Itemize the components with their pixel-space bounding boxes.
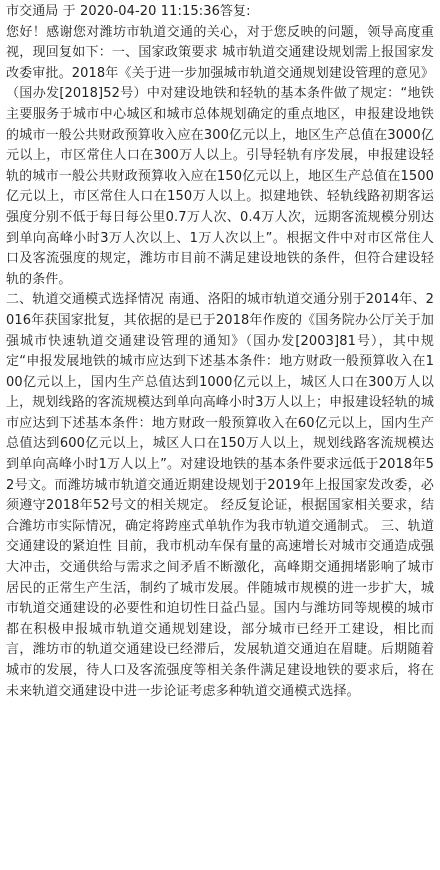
reply-paragraph-mode-selection: 二、轨道交通模式选择情况 南通、洛阳的城市轨道交通分别于2014年、2016年获国家批复，其依据的是已于2018年作废的《国务院办公厅关于加强城市快速轨道交通建设管理的通知》（国办发[2003]81号），其中规定“申报发展地铁的城市应达到下述基本条件：地方财政一般预算收入在100亿元以上，国内生产总值达到1000亿元以上，城区人口在300万人以上，规划线路的客流规模达到单向高峰小时3万人以上；申报建设轻轨的城市应达到下述基本条件：地方财政一般预算收入在60亿元以上，国内生产总值达到600亿元以上，城区人口在150万人以上，规划线路客流规模达到单向高峰小时1万人以上”。对建设地铁的基本条件要求远低于2018年52号文。而潍坊城市轨道交通近期建设规划于2019年上报国家发改委，必须遵守2018年52号文的相关规定。 经反复论证，根据国家相关要求，结合潍坊市实际情况，确定将跨座式单轨作为我市轨道交通制式。 三、轨道交通建设的紧迫性 目前，我市机动车保有量的高速增长对城市交通造成强大冲击，交通供给与需求之间矛盾不断激化，高峰期交通拥堵影响了城市居民的正常生产生活，制约了城市发展。伴随城市规模的进一步扩大，城市轨道交通建设的必要性和迫切性日益凸显。国内与潍坊同等规模的城市都在积极申报城市轨道交通规划建设，部分城市已经开工建设，相比而言，潍坊市的轨道交通建设已经滞后，发展轨道交通迫在眉睫。后期随着城市的发展，待人口及客流强度等相关条件满足建设地铁的要求后，将在未来轨道交通建设中进一步论证考虑多种轨道交通模式选择。 (6, 292, 434, 699)
reply-timestamp: 2020-04-20 11:15:36 (79, 4, 220, 19)
reply-date-prefix: 于 (62, 4, 76, 19)
reply-suffix: 答复: (219, 4, 251, 19)
reply-author: 市交通局 (6, 4, 59, 19)
reply-header (6, 2, 434, 23)
reply-paragraph-policy: 您好！感谢您对潍坊市轨道交通的关心，对于您反映的问题，领导高度重视，现回复如下：一、国家政策要求 城市轨道交通建设规划需上报国家发改委审批。2018年《关于进一步加强城市轨道交通规划建设管理的意见》（国办发[2018]52号）中对建设地铁和轻轨的基本条件做了规定：“地铁主要服务于城市中心城区和城市总体规划确定的重点地区，申报建设地铁的城市一般公共财政预算收入应在300亿元以上，地区生产总值在3000亿元以上，市区常住人口在300万人以上。引导轻轨有序发展，申报建设轻轨的城市一般公共财政预算收入应在150亿元以上，地区生产总值在1500亿元以上，市区常住人口在150万人以上。拟建地铁、轻轨线路初期客运强度分别不低于每日每公里0.7万人次、0.4万人次，远期客流规模分别达到单向高峰小时3万人次以上、1万人次以上”。根据文件中对市区常住人口及客流强度的规定，潍坊市目前不满足建设地铁的条件，但符合建设轻轨的条件。 (6, 24, 434, 287)
